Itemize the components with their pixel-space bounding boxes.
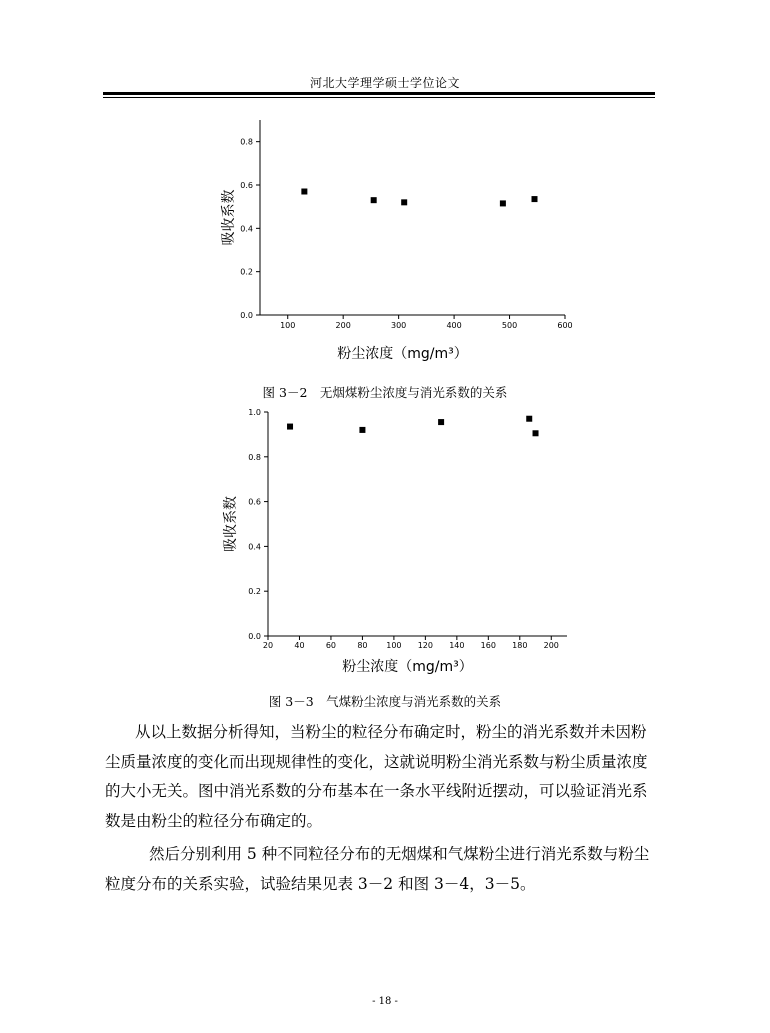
header-rule-thick: [103, 92, 655, 95]
scatter-point: [371, 197, 377, 203]
x-tick-label: 600: [557, 321, 573, 330]
y-tick-label: 0.6: [240, 181, 253, 190]
y-tick-label: 0.4: [248, 542, 261, 552]
x-tick-label: 60: [325, 641, 337, 650]
body-paragraph-2: [105, 840, 665, 899]
scatter-point: [301, 189, 307, 195]
page-number: - 18 -: [372, 996, 398, 1007]
x-tick-label: 300: [390, 321, 407, 330]
scatter-point: [500, 200, 506, 206]
scatter-point: [533, 430, 539, 436]
x-tick-label: 160: [480, 641, 496, 650]
x-axis-title: 粉尘浓度（mg/m³）: [342, 659, 473, 675]
body-paragraph-1: [105, 718, 665, 836]
x-tick-label: 140: [449, 641, 465, 650]
header-rule-thin: [103, 97, 655, 98]
scatter-point: [401, 199, 407, 205]
y-tick-label: 0.8: [240, 137, 253, 147]
body-line: 尘质量浓度的变化而出现规律性的变化，这就说明粉尘消光系数与粉尘质量浓度: [105, 752, 648, 771]
scatter-point: [359, 427, 365, 433]
y-tick-label: 0.2: [240, 267, 253, 277]
x-tick-label: 120: [417, 641, 434, 650]
body-line: 的大小无关。图中消光系数的分布基本在一条水平线附近摆动，可以验证消光系: [105, 782, 648, 800]
x-tick-label: 400: [446, 321, 462, 330]
y-tick-label: 0.8: [248, 452, 261, 462]
y-axis-title: 吸收系数: [221, 189, 237, 246]
y-tick-label: 0.0: [240, 311, 253, 320]
y-tick-label: 0.4: [240, 224, 253, 234]
x-tick-label: 20: [262, 641, 274, 650]
x-tick-label: 180: [512, 641, 528, 650]
y-tick-label: 1.0: [248, 408, 261, 417]
body-line: 从以上数据分析得知，当粉尘的粒径分布确定时，粉尘的消光系数并未因粉: [135, 723, 647, 741]
figure-3-2-chart: [0, 110, 770, 370]
figure-3-2-caption: 图 3－2 无烟煤粉尘浓度与消光系数的关系: [262, 385, 508, 400]
scatter-point: [287, 424, 293, 430]
scatter-point: [438, 419, 444, 425]
figure-3-3-caption: 图 3－3 气煤粉尘浓度与消光系数的关系: [268, 694, 502, 709]
body-line: 数是由粉尘的粒径分布确定的。: [105, 811, 323, 830]
scatter-point: [526, 416, 532, 422]
x-tick-label: 200: [335, 321, 351, 330]
y-axis-title: 吸收系数: [223, 496, 239, 552]
y-tick-label: 0.2: [248, 587, 261, 597]
body-line: 然后分别利用 5 种不同粒径分布的无烟煤和气煤粉尘进行消光系数与粉尘: [149, 845, 650, 863]
y-tick-label: 0.6: [248, 497, 261, 507]
y-tick-label: 0.0: [248, 632, 261, 641]
x-axis-title: 粉尘浓度（mg/m³）: [337, 346, 468, 362]
running-header-title: 河北大学理学硕士学位论文: [309, 76, 460, 90]
x-tick-label: 500: [501, 321, 518, 330]
x-tick-label: 40: [294, 641, 305, 650]
x-tick-label: 80: [357, 641, 368, 650]
x-tick-label: 100: [386, 641, 402, 650]
x-tick-label: 200: [543, 641, 559, 650]
x-tick-label: 100: [280, 321, 296, 330]
scatter-point: [532, 196, 538, 202]
figure-3-3-chart: [0, 402, 770, 682]
body-line: 粒度分布的关系实验，试验结果见表 3－2 和图 3－4，3－5。: [105, 874, 536, 893]
